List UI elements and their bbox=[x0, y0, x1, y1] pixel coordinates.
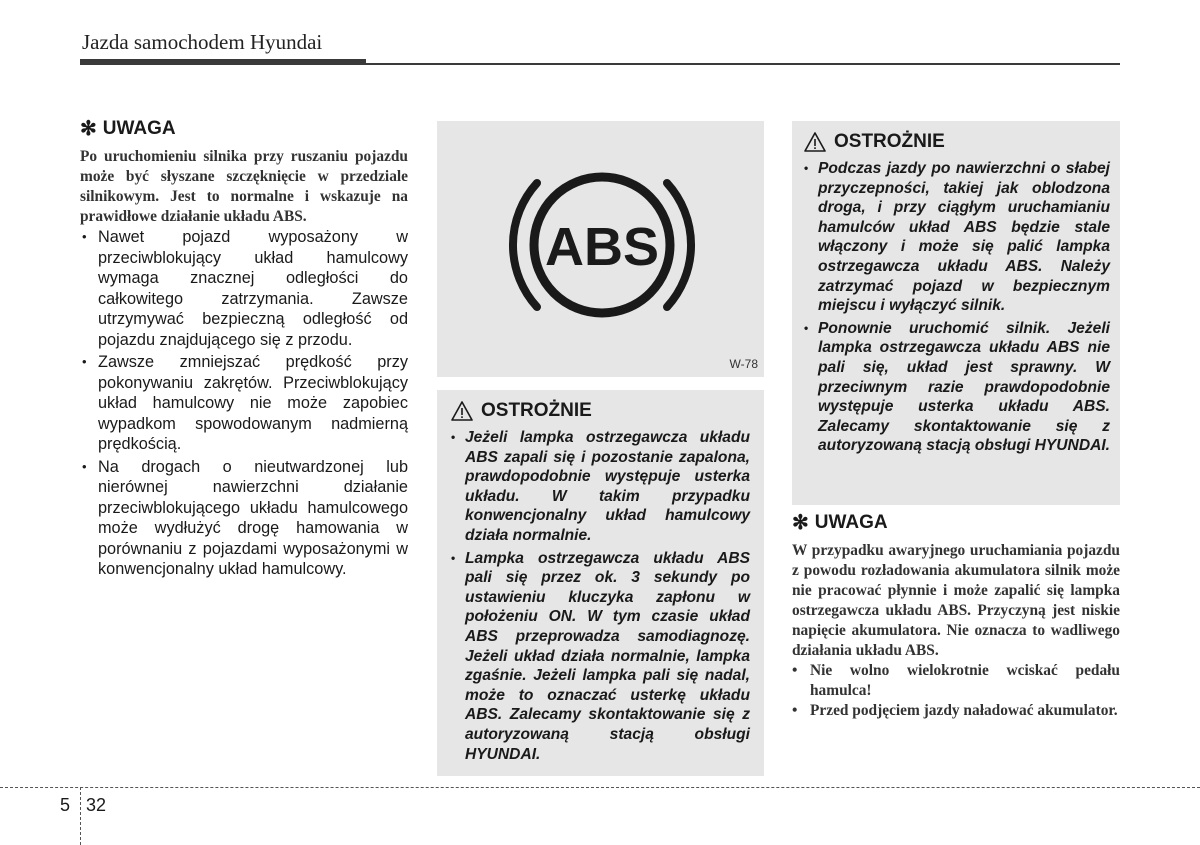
caution-box bbox=[437, 390, 764, 776]
warning-triangle-icon bbox=[804, 132, 826, 152]
instruction-list bbox=[80, 227, 408, 580]
caution-list bbox=[804, 159, 1110, 456]
list-item: • Nie wolno wielokrotnie wciskać pedału hamulca! bbox=[792, 661, 1120, 701]
caution-title: OSTROŻNIE bbox=[834, 131, 945, 152]
list-item: • Przed podjęciem jazdy naładować akumulator. bbox=[792, 701, 1120, 721]
list-item: • Nawet pojazd wyposażony w przeciwblokujący układ hamulcowy wymaga znacznej odległości do całkowitego zatrzymania. Zawsze utrzymywać bezpieczną odległość od pojazdu znajdującego się z przodu. bbox=[80, 227, 408, 350]
caution-heading bbox=[451, 400, 750, 422]
list-item: • Podczas jazdy po nawierzchni o słabej przyczepności, takiej jak oblodzona droga, i przy ciągłym uruchamianiu hamulców układ ABS będzie stale włączony i może się palić lampka ostrzegawcza układu ABS. Należy zatrzymać pojazd w bezpiecznym miejscu i wyłączyć silnik. bbox=[804, 159, 1110, 316]
note-text: W przypadku awaryjnego uruchamiania pojazdu z powodu rozładowania akumulatora silnik może nie pracować płynnie i może zapalić się lampka ostrzegawcza układu ABS. Przyczyną jest niskie napięcie akumulatora. Nie oznacza to wadliwego działania układu ABS. bbox=[792, 542, 1120, 659]
note-title: UWAGA bbox=[102, 117, 176, 139]
page-header-title: Jazda samochodem Hyundai bbox=[82, 30, 323, 54]
abs-warning-figure bbox=[437, 121, 764, 377]
abs-label: ABS bbox=[544, 217, 660, 277]
asterisk-icon: ✻ bbox=[80, 118, 97, 140]
right-note bbox=[792, 510, 1120, 721]
caution-box bbox=[792, 121, 1120, 505]
abs-warning-lamp-icon bbox=[437, 121, 764, 377]
left-column bbox=[80, 116, 408, 582]
list-item: • Jeżeli lampka ostrzegawcza układu ABS zapali się i pozostanie zapalona, prawdopodobnie występuje usterka układu. W takim przypadku konwencjonalny układ hamulcowy działa normalnie. bbox=[451, 428, 750, 546]
list-item: • Lampka ostrzegawcza układu ABS pali się przez ok. 3 sekundy po ustawieniu kluczyka zapłonu w położeniu ON. W tym czasie układ ABS przeprowadza samodiagnozę. Jeżeli układ działa normalnie, lampka zgaśnie. Jeżeli lampka pali się nadal, może to oznaczać usterkę układu ABS. Zalecamy skontaktowanie się z autoryzowaną stacją obsługi HYUNDAI. bbox=[451, 549, 750, 765]
note-heading bbox=[80, 116, 408, 141]
header-rule-thin bbox=[80, 63, 1120, 65]
note-heading bbox=[792, 510, 1120, 535]
page-number-value: 32 bbox=[86, 795, 107, 815]
note-list bbox=[792, 661, 1120, 721]
list-item: • Na drogach o nieutwardzonej lub nierównej nawierzchni działanie przeciwblokującego układu hamulcowego może wydłużyć drogę hamowania w porównaniu z pojazdami wyposażonymi w konwencjonalny układ hamulcowy. bbox=[80, 457, 408, 580]
caution-heading bbox=[804, 131, 1110, 153]
footer-divider-vertical bbox=[80, 787, 81, 845]
caution-title: OSTROŻNIE bbox=[481, 400, 592, 421]
chapter-number: 5 bbox=[60, 795, 71, 815]
note-title: UWAGA bbox=[814, 511, 888, 533]
note-text: Po uruchomieniu silnika przy ruszaniu pojazdu może być słyszane szczęknięcie w przedziale silnikowym. Jest to normalne i wskazuje na prawidłowe działanie układu ABS. bbox=[80, 148, 408, 225]
asterisk-icon: ✻ bbox=[792, 512, 809, 534]
footer-divider bbox=[0, 787, 1200, 788]
caution-list bbox=[451, 428, 750, 764]
figure-code: W-78 bbox=[729, 357, 758, 371]
list-item: • Zawsze zmniejszać prędkość przy pokonywaniu zakrętów. Przeciwblokujący układ hamulcowy nie może zapobiec wypadkom spowodowanym nadmierną prędkością. bbox=[80, 352, 408, 455]
list-item: • Ponownie uruchomić silnik. Jeżeli lampka ostrzegawcza układu ABS nie pali się, układ jest sprawny. W przeciwnym razie prawdopodobnie występuje usterka układu ABS. Zalecamy skontaktowanie się z autoryzowaną stacją obsługi HYUNDAI. bbox=[804, 319, 1110, 456]
warning-triangle-icon bbox=[451, 401, 473, 421]
